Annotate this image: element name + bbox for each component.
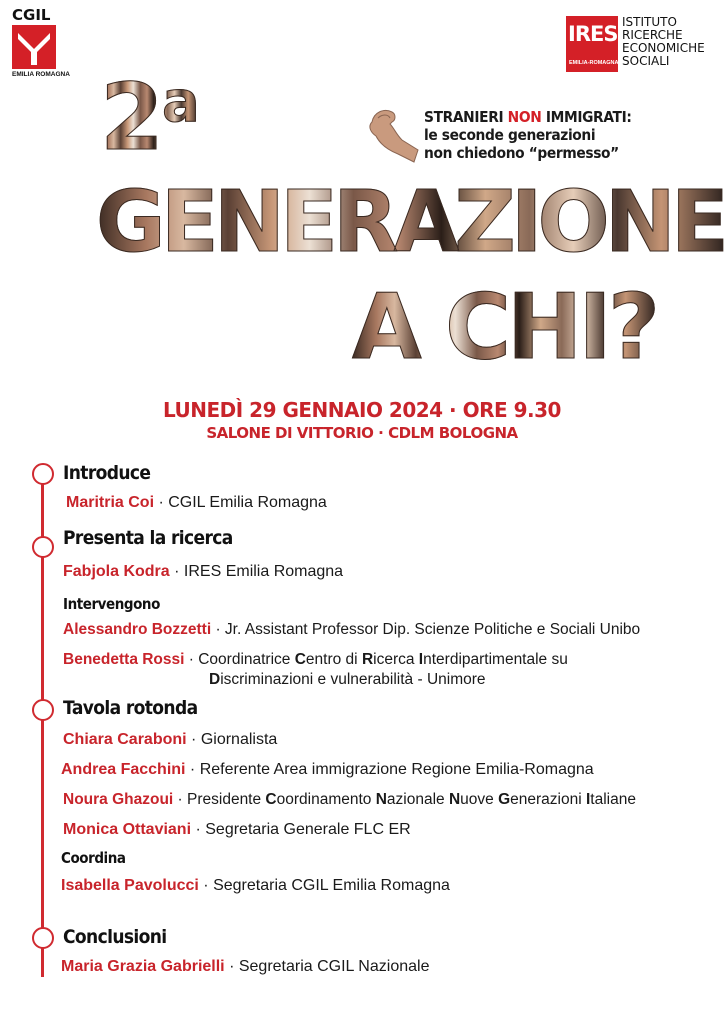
section-coordina-title: Coordina (61, 849, 126, 867)
cgil-logo (12, 6, 70, 78)
ires-line-4: SOCIALI (622, 54, 670, 68)
event-place: SALONE DI VITTORIO · CDLM BOLOGNA (206, 424, 518, 442)
timeline-dot-presenta (32, 536, 54, 558)
role-text: icerca (373, 651, 419, 668)
speaker-row (61, 877, 450, 895)
section-tavola-title: Tavola rotonda (63, 697, 198, 719)
speaker-role: · Coordinatrice (184, 651, 295, 668)
speaker-name: Alessandro Bozzetti (63, 621, 212, 638)
role-initial: C (265, 791, 277, 808)
role-text: entro di (305, 651, 362, 668)
speaker-row (63, 821, 411, 839)
role-text: enerazioni (510, 791, 586, 808)
speaker-role: · Segretaria Generale FLC ER (191, 821, 411, 838)
ires-logo (566, 16, 716, 72)
speaker-row (61, 761, 594, 779)
role-text: nterdipartimentale su (423, 651, 568, 668)
speaker-row (66, 494, 327, 512)
ires-logo-sub: EMILIA-ROMAGNA (569, 60, 619, 66)
headline-a-chi: A CHI? (352, 275, 657, 380)
tagline-line-3: non chiedono “permesso” (424, 144, 619, 162)
ires-line-3: ECONOMICHE (622, 41, 705, 55)
speaker-role: · CGIL Emilia Romagna (154, 494, 327, 511)
speaker-role: · Jr. Assistant Professor Dip. Scienze Politiche e Sociali Unibo (211, 621, 641, 638)
speaker-name: Maria Grazia Gabrielli (61, 958, 225, 975)
role-text: iscriminazioni e vulnerabilità - Unimore (220, 671, 486, 688)
cgil-logo-sub: EMILIA ROMAGNA (12, 71, 70, 78)
speaker-role: · Giornalista (186, 731, 278, 748)
speaker-row (63, 621, 640, 639)
tagline-non: NON (507, 108, 542, 126)
speaker-role: · Segretaria CGIL Nazionale (224, 958, 430, 975)
speaker-row (63, 563, 343, 581)
speaker-role: · Referente Area immigrazione Regione Emilia-Romagna (185, 761, 594, 778)
role-initial: N (448, 791, 461, 808)
event-date: LUNEDÌ 29 GENNAIO 2024 · ORE 9.30 (163, 398, 561, 422)
hand-gesture-icon (362, 104, 420, 166)
ires-logo-mark (566, 16, 618, 72)
role-text: taliane (590, 791, 636, 808)
speaker-role: · Presidente (173, 791, 266, 808)
speaker-name: Fabjola Kodra (63, 563, 170, 580)
tagline-line-2: le seconde generazioni (424, 126, 596, 144)
speaker-row (63, 651, 568, 669)
speaker-row (63, 731, 277, 749)
tagline (424, 108, 632, 162)
ires-line-2: RICERCHE (622, 28, 683, 42)
speaker-name: Monica Ottaviani (63, 821, 192, 838)
speaker-name: Maritria Coi (66, 494, 155, 511)
tagline-stranieri: STRANIERI (424, 108, 508, 126)
section-introduce-title: Introduce (63, 462, 151, 484)
headline-generazione: GENERAZIONE (96, 173, 724, 272)
role-text: azionale (386, 791, 449, 808)
section-conclusioni-title: Conclusioni (63, 926, 167, 948)
speaker-name: Benedetta Rossi (63, 651, 185, 668)
speaker-name: Andrea Facchini (61, 761, 186, 778)
role-text: uove (460, 791, 499, 808)
role-initial: N (375, 791, 387, 808)
role-initial: I (418, 651, 424, 668)
speaker-row (63, 791, 636, 809)
timeline-dot-tavola (32, 699, 54, 721)
speaker-row-continued (209, 671, 486, 689)
timeline-dot-conclusioni (32, 927, 54, 949)
role-initial: G (498, 791, 511, 808)
section-presenta-title: Presenta la ricerca (63, 527, 233, 549)
speaker-name: Noura Ghazoui (63, 791, 174, 808)
headline-number-digit: 2 (100, 64, 163, 171)
role-text: oordinamento (276, 791, 376, 808)
speaker-name: Chiara Caraboni (63, 731, 187, 748)
speaker-row (61, 958, 429, 976)
speaker-role: · Segretaria CGIL Emilia Romagna (198, 877, 450, 894)
cgil-logo-mark (12, 25, 56, 69)
tagline-line-1 (424, 108, 632, 126)
ires-logo-word: IRES (568, 22, 618, 46)
headline-number-sup: a (162, 70, 198, 135)
headline-number (100, 64, 198, 171)
ires-logo-text (622, 16, 705, 68)
cgil-logo-shape (12, 25, 56, 69)
ires-line-1: ISTITUTO (622, 15, 677, 29)
timeline-dot-introduce (32, 463, 54, 485)
role-initial: R (361, 651, 374, 668)
role-initial: D (209, 671, 221, 688)
cgil-logo-word: CGIL (12, 6, 51, 24)
role-initial: I (585, 791, 591, 808)
tagline-immigrati: IMMIGRATI: (541, 108, 632, 126)
role-initial: C (294, 651, 306, 668)
section-intervengono-title: Intervengono (63, 595, 160, 613)
speaker-name: Isabella Pavolucci (61, 877, 199, 894)
speaker-role: · IRES Emilia Romagna (169, 563, 344, 580)
